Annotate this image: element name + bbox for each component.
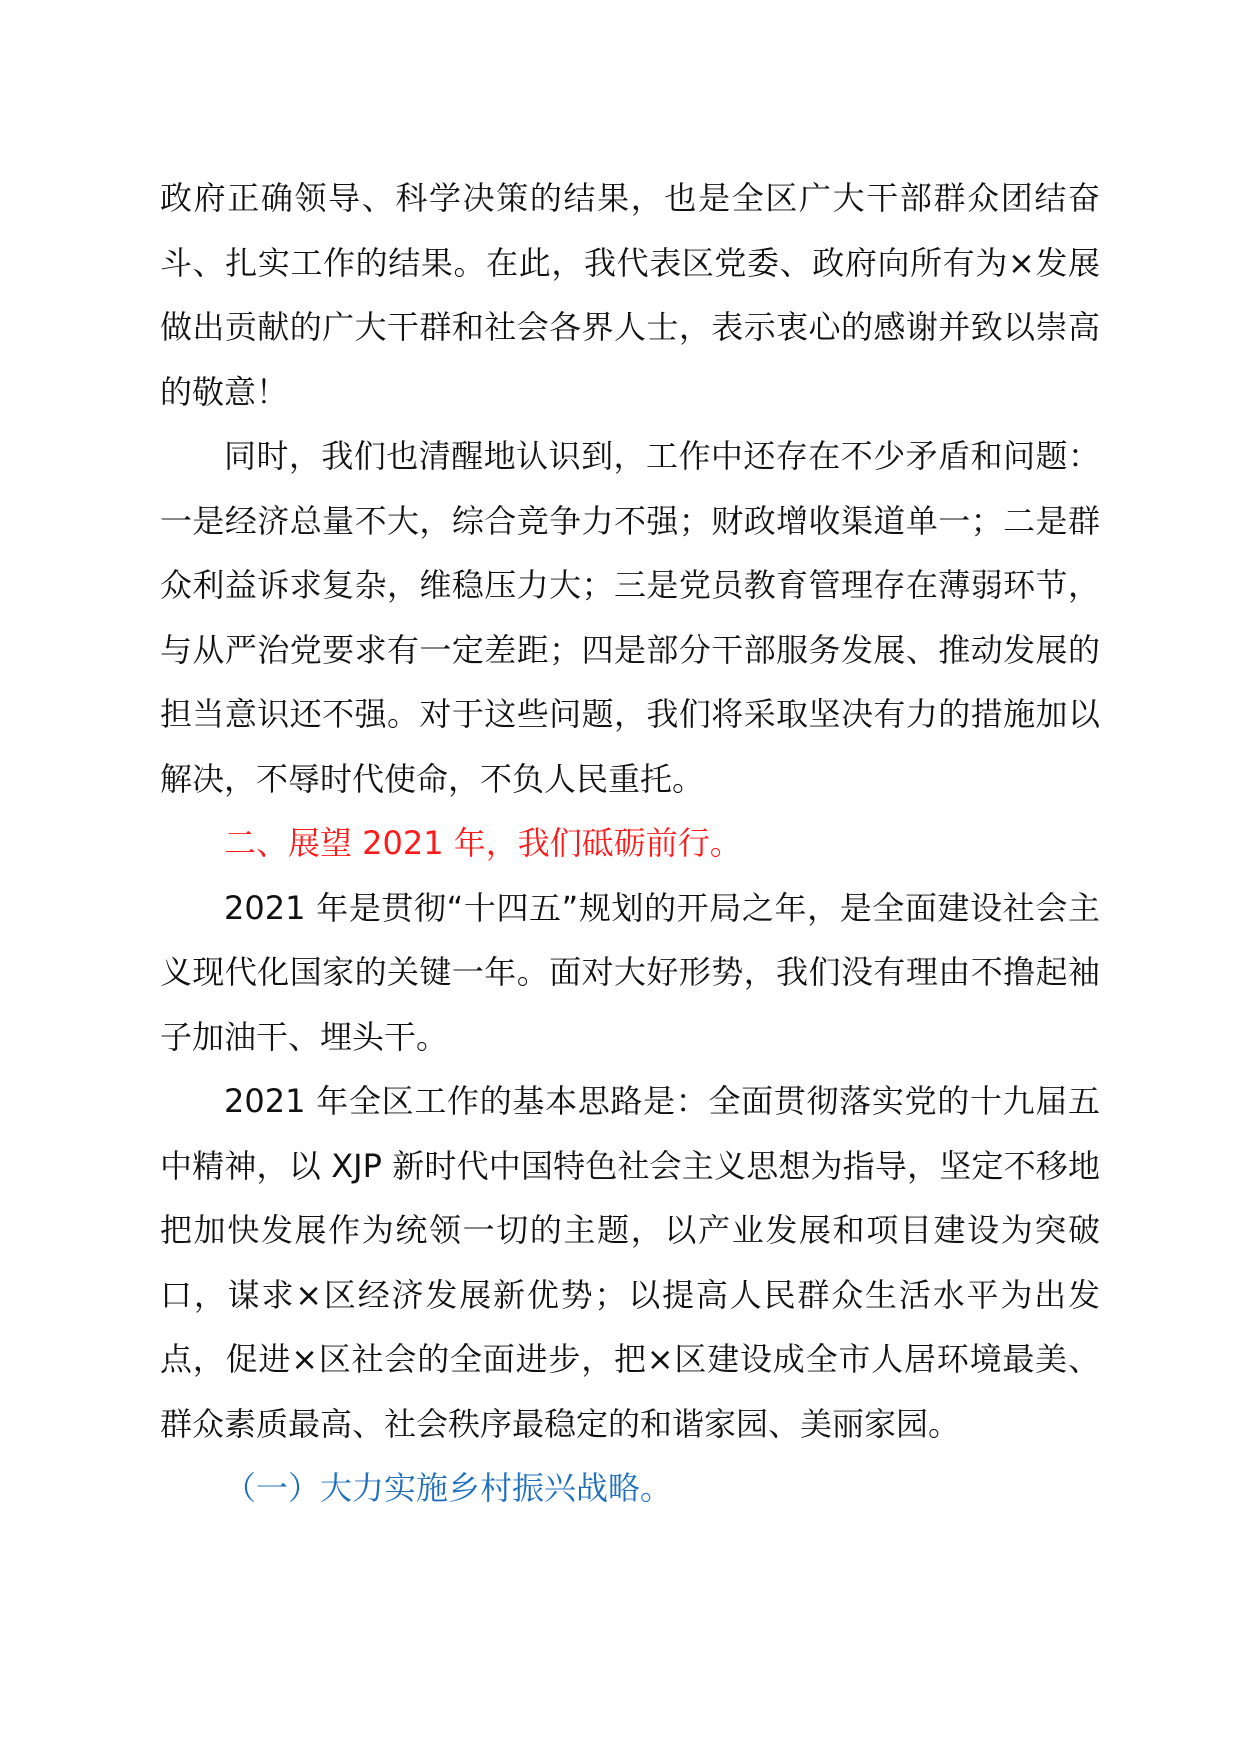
subsection-heading: （一）大力实施乡村振兴战略。 xyxy=(224,1469,673,1507)
paragraph-outlook: 2021 年是贯彻“十四五”规划的开局之年，是全面建设社会主义现代化国家的关键一年。面对大好形势，我们没有理由不撸起袖子加油干、埋头干。 xyxy=(160,888,1100,1056)
document-body xyxy=(160,166,1100,1521)
paragraph-problems: 同时，我们也清醒地认识到，工作中还存在不少矛盾和问题：一是经济总量不大，综合竞争力不强；财政增收渠道单一；二是群众利益诉求复杂，维稳压力大；三是党员教育管理存在薄弱环节，与从严治党要求有一定差距；四是部分干部服务发展、推动发展的担当意识还不强。对于这些问题，我们将采取坚决有力的措施加以解决，不辱时代使命，不负人民重托。 xyxy=(160,437,1100,798)
section-heading: 二、展望 2021 年，我们砥砺前行。 xyxy=(224,824,742,862)
paragraph-continued: 政府正确领导、科学决策的结果，也是全区广大干部群众团结奋斗、扎实工作的结果。在此，我代表区党委、政府向所有为×发展做出贡献的广大干群和社会各界人士，表示衷心的感谢并致以崇高的敬意！ xyxy=(160,179,1100,411)
paragraph-approach: 2021 年全区工作的基本思路是：全面贯彻落实党的十九届五中精神，以 XJP 新时代中国特色社会主义思想为指导，坚定不移地把加快发展作为统领一切的主题，以产业发展和项目建设为突破口，谋求×区经济发展新优势；以提高人民群众生活水平为出发点，促进×区社会的全面进步，把×区建设成全市人居环境最美、群众素质最高、社会秩序最稳定的和谐家园、美丽家园。 xyxy=(160,1082,1100,1443)
